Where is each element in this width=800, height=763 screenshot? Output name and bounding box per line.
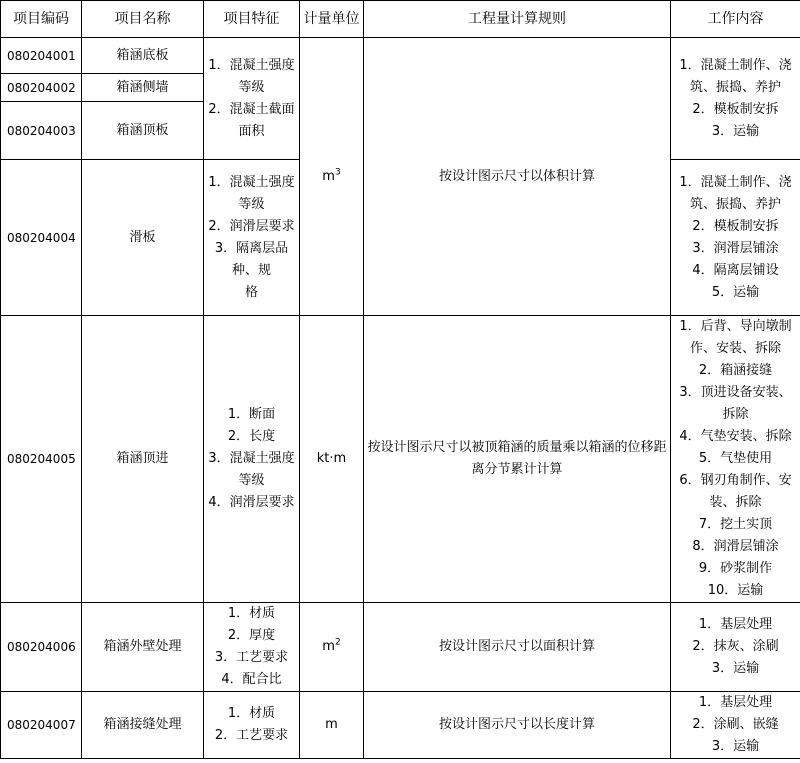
header-features: 项目特征 [204,1,300,38]
feature-line: 1．混凝土强度等级 [208,57,295,95]
work-line: 6．钢刃角制作、安装、拆除 [679,473,792,510]
item-code: 080204005 [1,316,82,603]
item-name: 箱涵顶进 [82,316,204,603]
item-features [204,692,300,759]
item-work [671,316,800,603]
feature-line: 2．厚度 [227,628,276,643]
feature-line: 3．混凝土强度等级 [208,451,295,488]
work-line: 9．砂浆制作 [698,561,773,576]
item-work [671,603,800,692]
header-unit: 计量单位 [300,1,364,38]
work-line: 2．涂刷、嵌缝 [692,717,779,732]
work-line: 3．运输 [711,123,760,139]
table-row [1,316,800,603]
work-line: 1．基层处理 [698,695,773,710]
item-name: 箱涵外壁处理 [82,603,204,692]
feature-line: 格 [244,284,258,300]
feature-line: 4．配合比 [221,672,282,687]
item-code: 080204001 [1,38,82,74]
item-rule: 按设计图示尺寸以面积计算 [364,603,671,692]
item-features [204,160,300,316]
work-line: 1．基层处理 [698,617,773,632]
feature-line: 3．工艺要求 [214,650,289,665]
item-unit: m [300,692,364,759]
item-rule: 按设计图示尺寸以长度计算 [364,692,671,759]
item-work [671,38,800,160]
table-row [1,692,800,759]
item-name: 滑板 [82,160,204,316]
feature-line: 1．混凝土强度等级 [208,174,295,212]
table-row [1,38,800,74]
item-features [204,603,300,692]
feature-line: 3．隔离层品种、规 [214,240,289,278]
work-line: 1．后背、导向墩制作、安装、拆除 [679,319,792,356]
item-unit: $m^2$ [300,603,364,692]
work-line: 7．挖土实顶 [698,517,773,532]
feature-line: 1．断面 [227,407,276,422]
item-code: 080204003 [1,102,82,160]
table-row [1,603,800,692]
feature-line: 4．润滑层要求 [208,495,295,510]
item-code: 080204006 [1,603,82,692]
header-name: 项目名称 [82,1,204,38]
work-line: 4．气垫安装、拆除 [679,429,792,444]
feature-line: 1．材质 [227,606,276,621]
header-rule: 工程量计算规则 [364,1,671,38]
work-line: 1．混凝土制作、浇筑、振捣、养护 [679,57,792,95]
work-line: 3．顶进设备安装、拆除 [679,385,792,422]
work-line: 2．抹灰、涂刷 [692,639,779,654]
work-line: 10．运输 [707,583,764,598]
item-name: 箱涵侧墙 [82,74,204,102]
item-code: 080204007 [1,692,82,759]
work-line: 8．润滑层铺涂 [692,539,779,554]
header-row [1,1,800,38]
item-code: 080204004 [1,160,82,316]
work-line: 5．气垫使用 [698,451,773,466]
header-code: 项目编码 [1,1,82,38]
work-line: 4．隔离层铺设 [692,262,779,278]
work-line: 3．运输 [711,739,760,754]
feature-line: 2．润滑层要求 [208,218,295,234]
item-unit: $m^3$ [300,38,364,316]
work-line: 3．运输 [711,661,760,676]
item-unit: kt·m [300,316,364,603]
feature-line: 2．长度 [227,429,276,444]
item-name: 箱涵接缝处理 [82,692,204,759]
header-work: 工作内容 [671,1,800,38]
work-line: 3．润滑层铺涂 [692,240,779,256]
item-rule: 按设计图示尺寸以体积计算 [364,38,671,316]
feature-line: 2．混凝土截面面积 [208,101,295,139]
work-line: 2．模板制安拆 [692,101,779,117]
item-name: 箱涵顶板 [82,102,204,160]
item-work [671,692,800,759]
item-code: 080204002 [1,74,82,102]
item-rule: 按设计图示尺寸以被顶箱涵的质量乘以箱涵的位移距离分节累计计算 [364,316,671,603]
item-features [204,316,300,603]
item-features [204,38,300,160]
item-name: 箱涵底板 [82,38,204,74]
feature-line: 1．材质 [227,706,276,721]
work-line: 2．模板制安拆 [692,218,779,234]
work-line: 1．混凝土制作、浇筑、振捣、养护 [679,174,792,212]
feature-line: 2．工艺要求 [214,728,289,743]
work-line: 2．箱涵接缝 [698,363,773,378]
work-line: 5．运输 [711,284,760,300]
item-work [671,160,800,316]
